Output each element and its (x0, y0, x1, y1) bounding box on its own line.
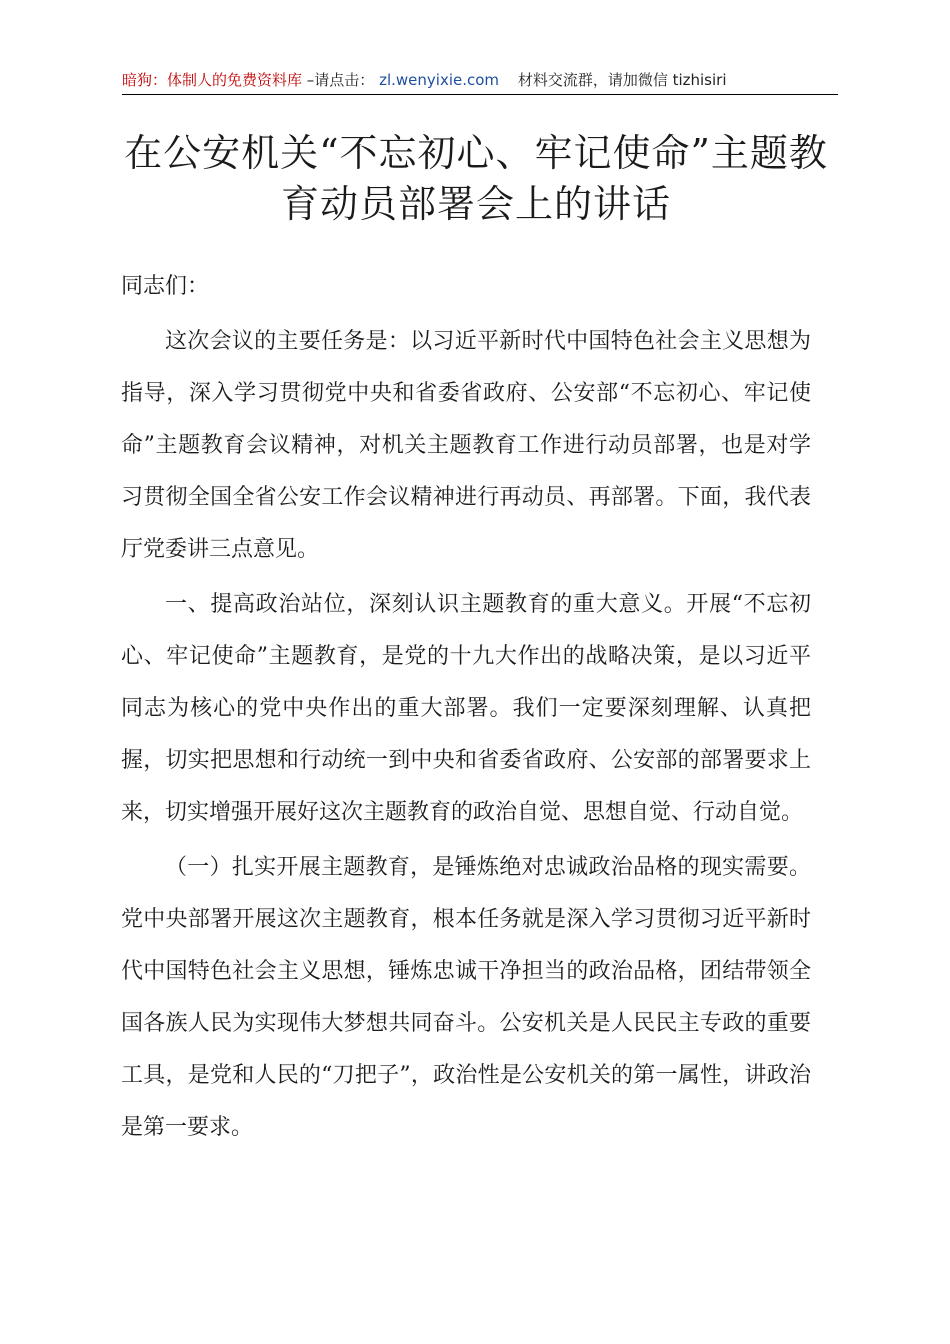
document-title: 在公安机关“不忘初心、牢记使命”主题教育动员部署会上的讲话 (124, 131, 828, 226)
paragraph: 一、提高政治站位，深刻认识主题教育的重大意义。开展“不忘初心、牢记使命”主题教育，是党的十九大作出的战略决策，是以习近平同志为核心的党中央作出的重大部署。我们一定要深刻理解、认真把握，切实把思想和行动统一到中央和省委省政府、公安部的部署要求上来，切实增强开展好这次主题教育的政治自觉、思想自觉、行动自觉。 (121, 592, 811, 825)
paragraph: 这次会议的主要任务是：以习近平新时代中国特色社会主义思想为指导，深入学习贯彻党中央和省委省政府、公安部“不忘初心、牢记使命”主题教育会议精神，对机关主题教育工作进行动员部署，也是对学习贯彻全国全省公安工作会议精神进行再动员、再部署。下面，我代表厅党委讲三点意见。 (121, 329, 811, 562)
header-url-link[interactable]: zl.wenyixie.com (379, 71, 500, 89)
header-divider (122, 94, 838, 95)
salutation: 同志们： (121, 274, 210, 299)
document-body (121, 261, 811, 1157)
header-click-prefix: –请点击： (306, 71, 375, 89)
paragraph: （一）扎实开展主题教育，是锤炼绝对忠诚政治品格的现实需要。党中央部署开展这次主题教育，根本任务就是深入学习贯彻习近平新时代中国特色社会主义思想，锤炼忠诚干净担当的政治品格，团结带领全国各族人民为实现伟大梦想共同奋斗。公安机关是人民民主专政的重要工具，是党和人民的“刀把子”，政治性是公安机关的第一属性，讲政治是第一要求。 (121, 855, 811, 1140)
header-group-note: 材料交流群，请加微信 tizhisiri (517, 71, 727, 89)
header-brand: 暗狗：体制人的免费资料库 (122, 71, 303, 89)
page-header (122, 68, 834, 92)
